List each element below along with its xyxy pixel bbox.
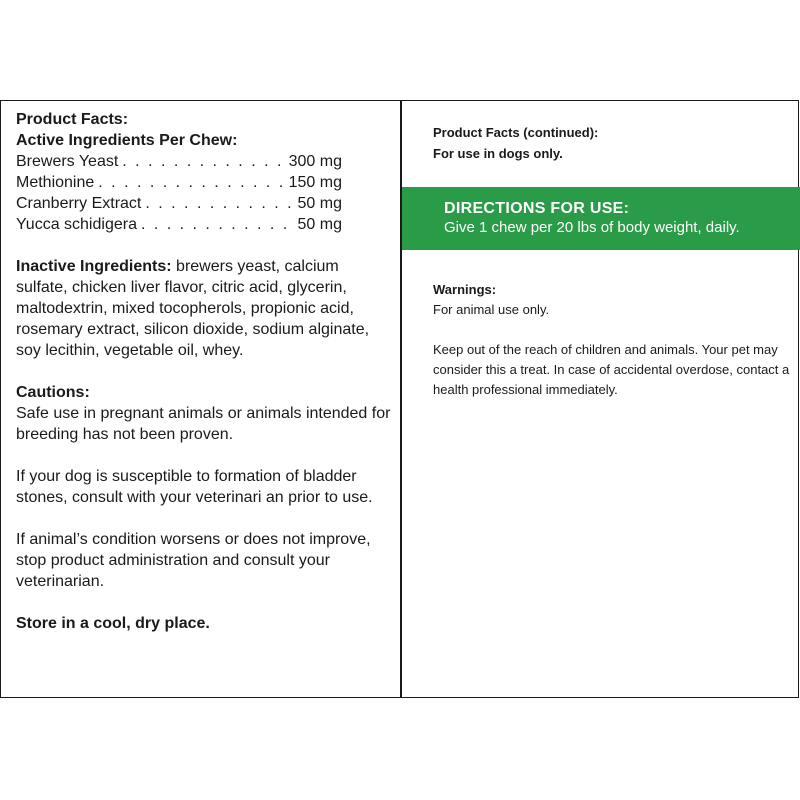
cautions-title: Cautions:: [16, 384, 90, 401]
caution-text: Safe use in pregnant animals or animals intended for breeding has not been proven.: [16, 405, 391, 443]
ingredient-row: [16, 214, 342, 235]
left-column: [16, 109, 391, 634]
inactive-ingredients-text: brewers yeast, calcium sulfate, chicken liver flavor, citric acid, glycerin, maltodextrin, mixed tocopherols, propionic acid, rosemary extract, silicon dioxide, sodium alginate, soy lecithin, vegetable oil, whey.: [16, 258, 370, 359]
dogs-only-note: For use in dogs only.: [433, 146, 563, 161]
dot-leader: [98, 172, 284, 193]
inactive-ingredients-label: Inactive Ingredients:: [16, 258, 172, 275]
product-label: [0, 100, 799, 698]
ingredient-name: Yucca schidigera: [16, 216, 137, 233]
dot-leader: [145, 193, 293, 214]
warnings-title: Warnings:: [433, 282, 497, 297]
continued-title: Product Facts (continued):: [433, 125, 599, 140]
continued-header: [433, 122, 598, 164]
storage-note: Store in a cool, dry place.: [16, 615, 210, 632]
product-facts-title: Product Facts:: [16, 111, 129, 128]
warnings-section: [433, 280, 793, 400]
ingredient-quantity: 300 mg: [288, 153, 342, 170]
warning-text: For animal use only.: [433, 302, 550, 317]
ingredient-name: Cranberry Extract: [16, 195, 142, 212]
ingredient-quantity: 50 mg: [297, 195, 342, 212]
directions-title: DIRECTIONS FOR USE:: [444, 200, 630, 217]
caution-text: If animal’s condition worsens or does not improve, stop product administration and consult your veterinarian.: [16, 531, 371, 590]
ingredient-quantity: 150 mg: [288, 174, 342, 191]
directions-text: Give 1 chew per 20 lbs of body weight, daily.: [444, 219, 740, 236]
warning-text: Keep out of the reach of children and animals. Your pet may consider this a treat. In case of accidental overdose, contact a health professional immediately.: [433, 342, 790, 397]
ingredient-row: [16, 151, 342, 172]
caution-text: If your dog is susceptible to formation of bladder stones, consult with your veterinari an prior to use.: [16, 468, 373, 506]
directions-banner: [402, 187, 800, 250]
inactive-ingredients: [16, 256, 391, 361]
dot-leader: [141, 214, 294, 235]
dot-leader: [122, 151, 284, 172]
ingredient-row: [16, 193, 342, 214]
ingredient-name: Methionine: [16, 174, 95, 191]
ingredient-quantity: 50 mg: [297, 216, 342, 233]
active-ingredients-title: Active Ingredients Per Chew:: [16, 132, 238, 149]
ingredient-row: [16, 172, 342, 193]
ingredient-name: Brewers Yeast: [16, 153, 119, 170]
